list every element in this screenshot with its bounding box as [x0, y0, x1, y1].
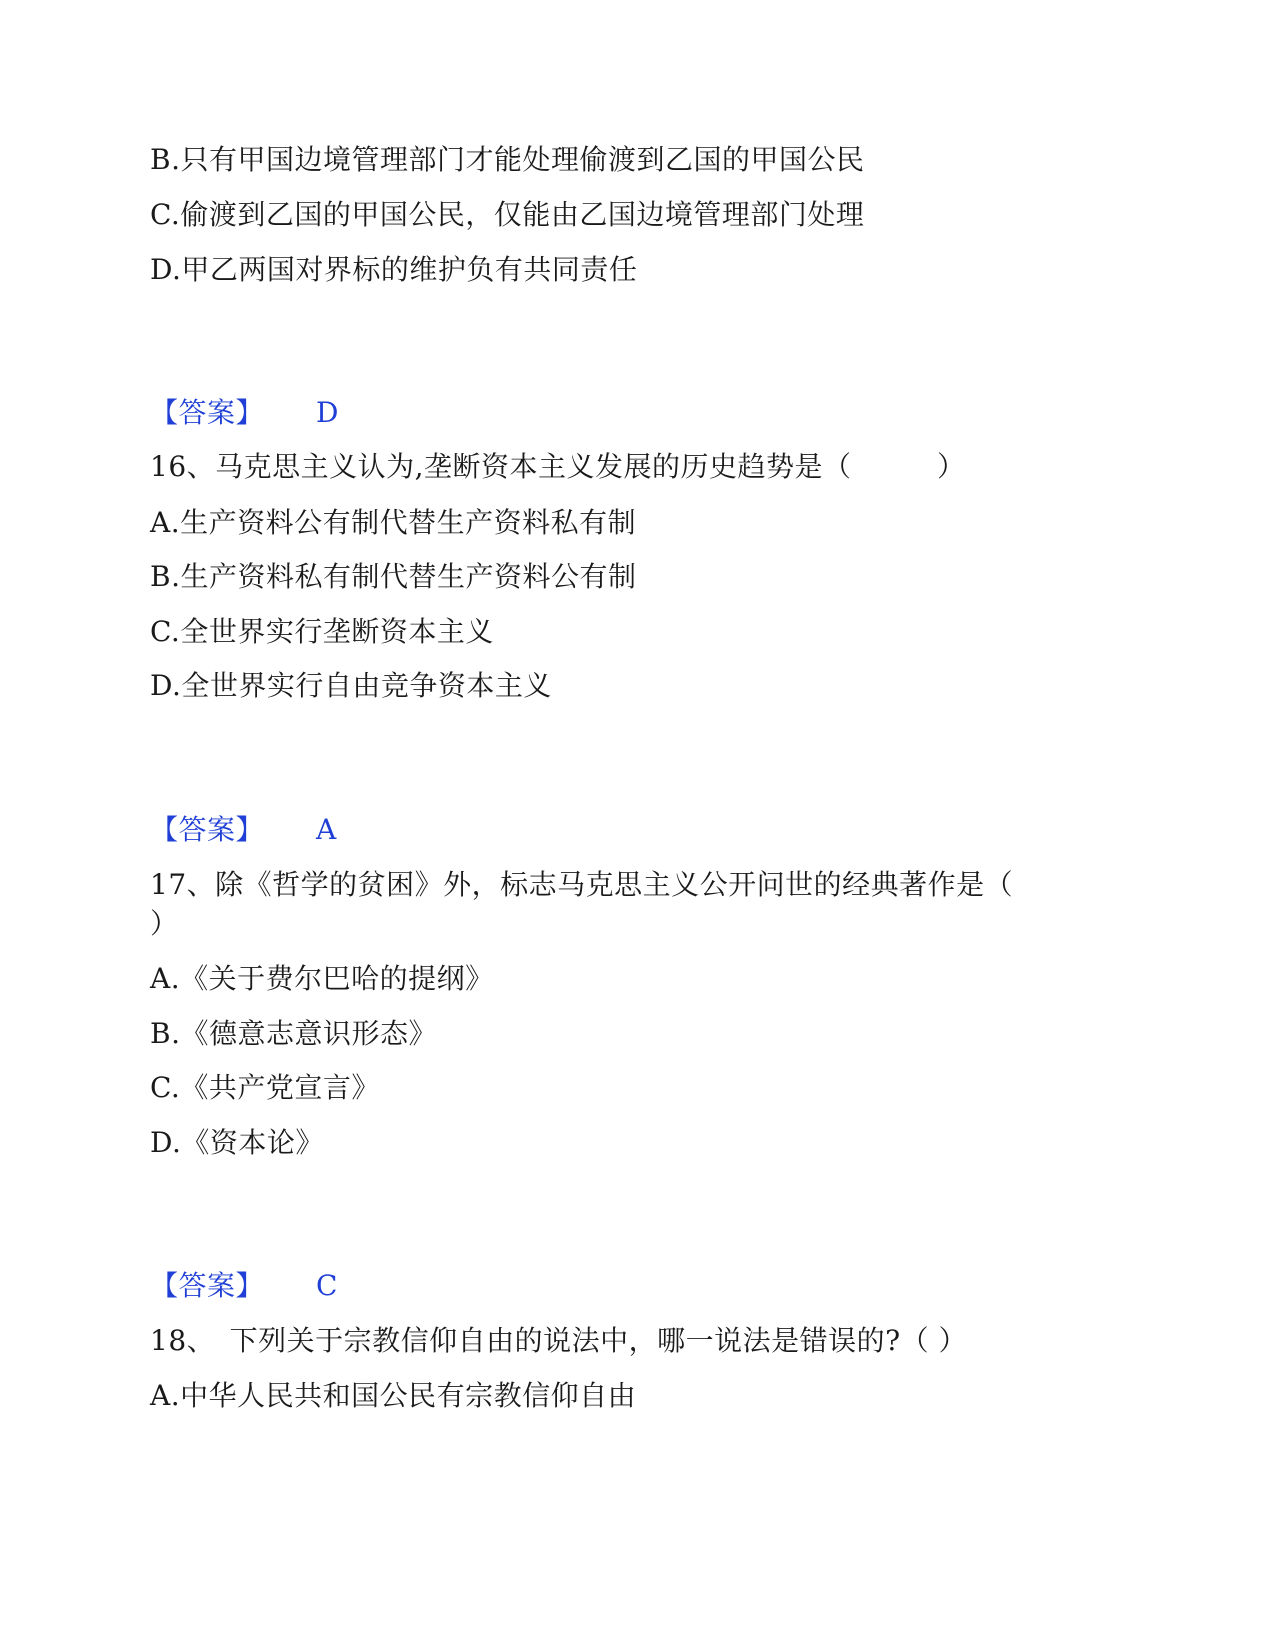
answer-value: C [316, 1269, 338, 1302]
q17-option-a: A.《关于费尔巴哈的提纲》 [150, 962, 494, 995]
q16-stem: 16、马克思主义认为,垄断资本主义发展的历史趋势是（ ） [150, 450, 966, 483]
q15-option-d: D.甲乙两国对界标的维护负有共同责任 [150, 253, 638, 286]
q16-answer [150, 812, 337, 848]
q17-answer [150, 1268, 338, 1304]
answer-label: 【答案】 [150, 396, 265, 429]
q17-stem-line2: ） [150, 907, 179, 940]
answer-label: 【答案】 [150, 813, 265, 846]
q17-stem-line1: 17、除《哲学的贫困》外，标志马克思主义公开问世的经典著作是（ [150, 868, 1014, 901]
q16-option-b: B.生产资料私有制代替生产资料公有制 [150, 560, 637, 593]
q15-answer [150, 395, 339, 431]
q15-option-b: B.只有甲国边境管理部门才能处理偷渡到乙国的甲国公民 [150, 143, 865, 176]
q18-option-a: A.中华人民共和国公民有宗教信仰自由 [150, 1379, 637, 1412]
q17-option-c: C.《共产党宣言》 [150, 1071, 380, 1104]
q18-stem: 18、 下列关于宗教信仰自由的说法中，哪一说法是错误的?（ ） [150, 1324, 968, 1357]
q17-option-b: B.《德意志意识形态》 [150, 1017, 437, 1050]
answer-value: D [316, 396, 339, 429]
answer-value: A [316, 813, 337, 846]
q16-option-a: A.生产资料公有制代替生产资料私有制 [150, 506, 637, 539]
q17-option-d: D.《资本论》 [150, 1126, 324, 1159]
q16-option-d: D.全世界实行自由竞争资本主义 [150, 669, 552, 702]
q15-option-c: C.偷渡到乙国的甲国公民，仅能由乙国边境管理部门处理 [150, 198, 865, 231]
answer-label: 【答案】 [150, 1269, 265, 1302]
q16-option-c: C.全世界实行垄断资本主义 [150, 615, 494, 648]
